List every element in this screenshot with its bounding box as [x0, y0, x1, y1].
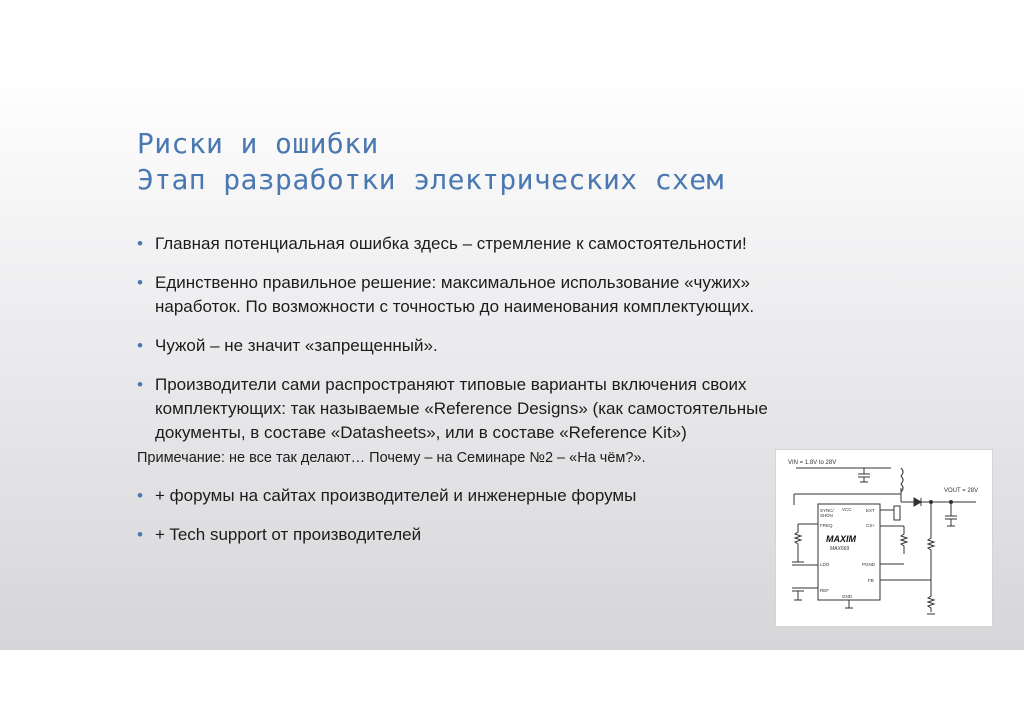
vin-label: VIN = 1.8V to 28V	[788, 460, 837, 466]
pin-label: LDO	[820, 562, 830, 567]
resistor	[795, 524, 801, 550]
bullet-text-line: комплектующих: так называемые «Reference Designs» (как самостоятельные	[155, 399, 768, 418]
bullet-text-line: наработок. По возможности с точностью до наименования комплектующих.	[155, 297, 755, 316]
bullet-text: Главная потенциальная ошибка здесь – стремление к самостоятельности!	[155, 234, 747, 253]
bullet-text: Чужой – не значит «запрещенный».	[155, 336, 438, 355]
resistor	[928, 530, 934, 556]
bullet-item	[137, 271, 897, 319]
reference-design-schematic	[775, 449, 993, 627]
pin-label: SYNC/	[820, 508, 834, 513]
pin-label: SHDN	[820, 513, 833, 518]
title-line-2: Этап разработки электрических схем	[137, 163, 724, 196]
bullet-marker: •	[137, 375, 143, 394]
ic-package	[818, 504, 880, 600]
part-number: MAX669	[830, 546, 850, 552]
note-text: Примечание: не все так делают… Почему – на Семинаре №2 – «На чём?».	[137, 450, 646, 466]
pin-label: FB	[868, 578, 874, 583]
bullet-marker: •	[137, 486, 143, 505]
pin-label: EXT	[866, 508, 875, 513]
bullet-item	[137, 232, 897, 256]
bullet-text: + Tech support от производителей	[155, 525, 422, 544]
slide-title	[137, 126, 724, 198]
pin-label: FREQ	[820, 523, 833, 528]
bullet-text-line: Единственно правильное решение: максимальное использование «чужих»	[155, 273, 750, 292]
bullet-item	[137, 334, 897, 358]
resistor	[901, 526, 907, 554]
title-line-1: Риски и ошибки	[137, 127, 379, 160]
bullet-text: + форумы на сайтах производителей и инженерные форумы	[155, 486, 637, 505]
bullet-marker: •	[137, 273, 143, 292]
circuit-diagram-icon	[776, 450, 992, 626]
resistor	[928, 590, 934, 612]
vcc-pin-label: VCC	[842, 507, 852, 512]
pin-label: CS+	[866, 523, 875, 528]
bullet-text-line: документы, в составе «Datasheets», или в составе «Reference Kit»)	[155, 423, 687, 442]
bullet-marker: •	[137, 234, 143, 253]
pin-label: GND	[842, 594, 852, 599]
bullet-marker: •	[137, 336, 143, 355]
vout-label: VOUT = 28V	[944, 488, 979, 494]
brand-logo: MAXIM	[826, 534, 856, 544]
pin-label: PGND	[862, 562, 876, 567]
diode-symbol	[914, 498, 921, 506]
bullet-item	[137, 373, 897, 445]
bullet-marker: •	[137, 525, 143, 544]
bullet-text-line: Производители сами распространяют типовые варианты включения своих	[155, 375, 747, 394]
mosfet-symbol	[894, 506, 900, 520]
pin-label: REF	[820, 588, 829, 593]
